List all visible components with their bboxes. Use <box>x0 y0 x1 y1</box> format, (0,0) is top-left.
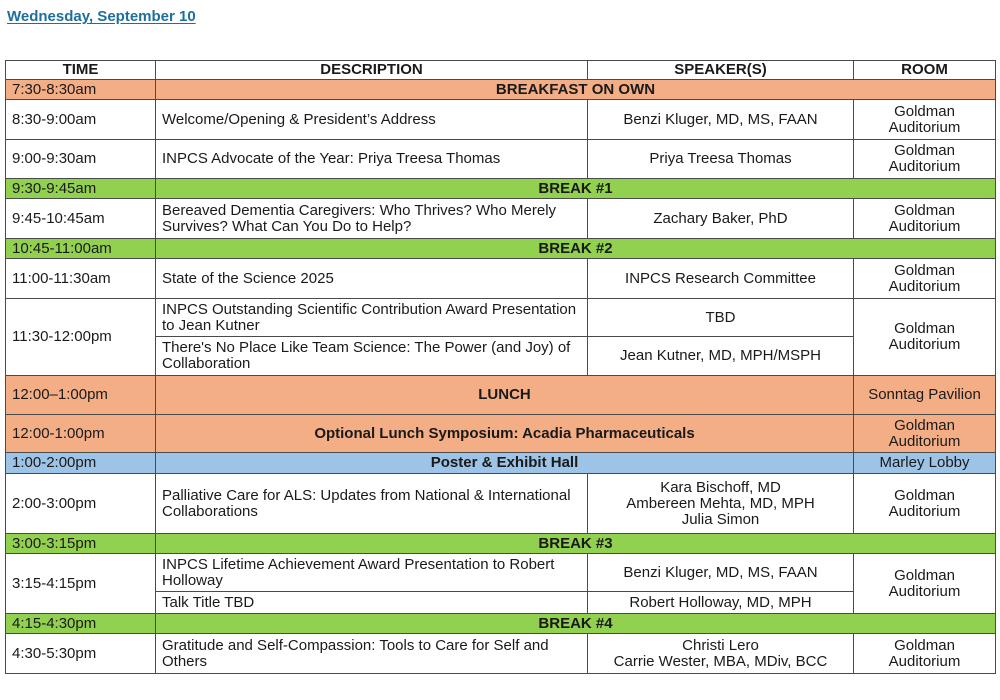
speaker-cell: Priya Treesa Thomas <box>588 140 854 179</box>
day-heading: Wednesday, September 10 <box>7 8 196 25</box>
speaker-cell: Benzi Kluger, MD, MS, FAAN <box>588 100 854 140</box>
table-row <box>6 415 996 453</box>
time-cell: 10:45-11:00am <box>6 239 156 259</box>
room-cell: Goldman Auditorium <box>854 100 996 140</box>
speaker-cell: Robert Holloway, MD, MPH <box>588 592 854 614</box>
break-label: BREAK #1 <box>156 179 996 199</box>
time-cell: 3:15-4:15pm <box>6 554 156 614</box>
description-cell: Bereaved Dementia Caregivers: Who Thrives? Who Merely Survives? What Can You Do to Help? <box>156 199 588 239</box>
room-cell: Goldman Auditorium <box>854 199 996 239</box>
speaker-name: Christi Lero <box>682 636 759 654</box>
room-cell: Goldman Auditorium <box>854 140 996 179</box>
schedule-table <box>5 60 996 674</box>
table-row <box>6 474 996 534</box>
table-row <box>6 376 996 415</box>
symposium-label: Optional Lunch Symposium: Acadia Pharmaceuticals <box>156 415 854 453</box>
time-cell: 3:00-3:15pm <box>6 534 156 554</box>
description-cell: Gratitude and Self-Compassion: Tools to Care for Self and Others <box>156 634 588 674</box>
description-cell: Talk Title TBD <box>156 592 588 614</box>
table-row <box>6 179 996 199</box>
description-cell: Welcome/Opening & President’s Address <box>156 100 588 140</box>
description-cell: Palliative Care for ALS: Updates from National & International Collaborations <box>156 474 588 534</box>
speaker-cell: Zachary Baker, PhD <box>588 199 854 239</box>
table-row <box>6 80 996 100</box>
time-cell: 9:30-9:45am <box>6 179 156 199</box>
time-cell: 11:00-11:30am <box>6 259 156 299</box>
table-row <box>6 239 996 259</box>
table-row <box>6 259 996 299</box>
break-label: BREAK #3 <box>156 534 996 554</box>
speaker-cell <box>588 474 854 534</box>
description-cell: There's No Place Like Team Science: The Power (and Joy) of Collaboration <box>156 337 588 376</box>
description-cell: INPCS Lifetime Achievement Award Presentation to Robert Holloway <box>156 554 588 592</box>
speaker-name: Ambereen Mehta, MD, MPH <box>626 494 815 512</box>
speaker-name: Carrie Wester, MBA, MDiv, BCC <box>613 652 828 670</box>
header-room: ROOM <box>854 61 996 80</box>
description-cell: INPCS Outstanding Scientific Contribution Award Presentation to Jean Kutner <box>156 299 588 337</box>
time-cell: 9:45-10:45am <box>6 199 156 239</box>
speaker-cell <box>588 634 854 674</box>
description-cell: State of the Science 2025 <box>156 259 588 299</box>
room-cell: Goldman Auditorium <box>854 415 996 453</box>
time-cell: 7:30-8:30am <box>6 80 156 100</box>
break-label: BREAK #2 <box>156 239 996 259</box>
header-row <box>6 61 996 80</box>
time-cell: 4:30-5:30pm <box>6 634 156 674</box>
table-row <box>6 100 996 140</box>
table-row <box>6 453 996 474</box>
room-cell: Goldman Auditorium <box>854 634 996 674</box>
room-cell: Marley Lobby <box>854 453 996 474</box>
time-cell: 9:00-9:30am <box>6 140 156 179</box>
room-cell: Sonntag Pavilion <box>854 376 996 415</box>
break-label: BREAK #4 <box>156 614 996 634</box>
speaker-name: Kara Bischoff, MD <box>660 478 781 496</box>
time-cell: 4:15-4:30pm <box>6 614 156 634</box>
table-row <box>6 299 996 337</box>
speaker-cell: Jean Kutner, MD, MPH/MSPH <box>588 337 854 376</box>
room-cell: Goldman Auditorium <box>854 474 996 534</box>
header-speakers: SPEAKER(S) <box>588 61 854 80</box>
table-row <box>6 614 996 634</box>
description-cell: INPCS Advocate of the Year: Priya Treesa Thomas <box>156 140 588 179</box>
speaker-cell: Benzi Kluger, MD, MS, FAAN <box>588 554 854 592</box>
speaker-name: Julia Simon <box>681 510 760 528</box>
header-time: TIME <box>6 61 156 80</box>
table-row <box>6 534 996 554</box>
speaker-cell: TBD <box>588 299 854 337</box>
poster-label: Poster & Exhibit Hall <box>156 453 854 474</box>
time-cell: 2:00-3:00pm <box>6 474 156 534</box>
room-cell: Goldman Auditorium <box>854 299 996 376</box>
lunch-label: LUNCH <box>156 376 854 415</box>
table-row <box>6 199 996 239</box>
header-description: DESCRIPTION <box>156 61 588 80</box>
table-row <box>6 634 996 674</box>
room-cell: Goldman Auditorium <box>854 259 996 299</box>
table-row <box>6 554 996 592</box>
speaker-cell: INPCS Research Committee <box>588 259 854 299</box>
time-cell: 12:00–1:00pm <box>6 376 156 415</box>
time-cell: 12:00-1:00pm <box>6 415 156 453</box>
time-cell: 8:30-9:00am <box>6 100 156 140</box>
time-cell: 11:30-12:00pm <box>6 299 156 376</box>
breakfast-label: BREAKFAST ON OWN <box>156 80 996 100</box>
time-cell: 1:00-2:00pm <box>6 453 156 474</box>
table-row <box>6 140 996 179</box>
room-cell: Goldman Auditorium <box>854 554 996 614</box>
